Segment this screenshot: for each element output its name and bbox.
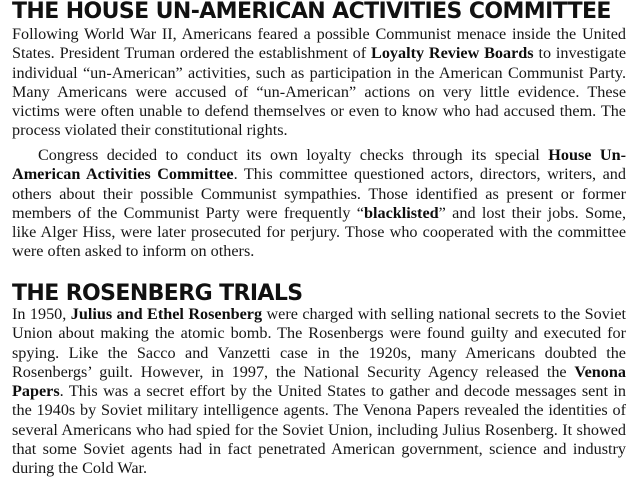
text-run: Congress decided to conduct its own loyalty checks through its special bbox=[38, 146, 549, 164]
bold-term: Julius and Ethel Rosenberg bbox=[70, 305, 263, 323]
section-heading-huac: THE HOUSE UN-AMERICAN ACTIVITIES COMMITTEE bbox=[12, 0, 611, 24]
text-run: Following World War II, Americans feared a possible Communist menace inside the United States. President Truman ordered the establishment of bbox=[12, 25, 626, 63]
text-run: . This was a secret effort by the United States to gather and decode messages sent in the 1940s by Soviet military intelligence agents. The Venona Papers revealed the identities of several Americans who had spied for the Soviet Union, including Julius Rosenberg. It showed that some Soviet agents had in fact penetrated American government, science and industry during the Cold War. bbox=[12, 382, 626, 478]
text-run: In 1950, bbox=[12, 305, 71, 323]
paragraph-loyalty-review-boards bbox=[12, 25, 626, 141]
text-run: to investigate individual “un-American” activities, such as participation in the American Communist Party. Many Americans were accused of “un-American” actions on very little evidence. These victims were often unable to defend themselves or even to know who had accused them. The process violated their constitutional rights. bbox=[12, 44, 627, 140]
text-run: ” and lost their jobs. Some, like Alger Hiss, were later prosecuted for perjury. Those who cooperated with the committee were often asked to inform on others. bbox=[12, 203, 626, 261]
bold-term: Loyalty Review Boards bbox=[371, 44, 534, 63]
paragraph-rosenberg-trials bbox=[12, 305, 626, 479]
bold-term: Venona Papers bbox=[12, 362, 626, 401]
bold-term: blacklisted bbox=[363, 203, 439, 222]
paragraph-congress-loyalty-checks bbox=[12, 146, 626, 262]
bold-term: House Un-American Activities Committee bbox=[12, 146, 626, 184]
text-run: were charged with selling national secrets to the Soviet Union about making the atomic bomb. The Rosenbergs were found guilty and executed for spying. Like the Sacco and Vanzetti case in the 1920s, many Americans doubted the Rosenbergs’ guilt. However, in 1997, the National Security Agency released the bbox=[12, 305, 627, 381]
text-run: . This committee questioned actors, directors, writers, and others about their possible Communist sympathies. Those identified as present or former members of the Communist Party were frequently “ bbox=[12, 165, 626, 222]
section-heading-rosenberg-trials: THE ROSENBERG TRIALS bbox=[12, 281, 303, 306]
